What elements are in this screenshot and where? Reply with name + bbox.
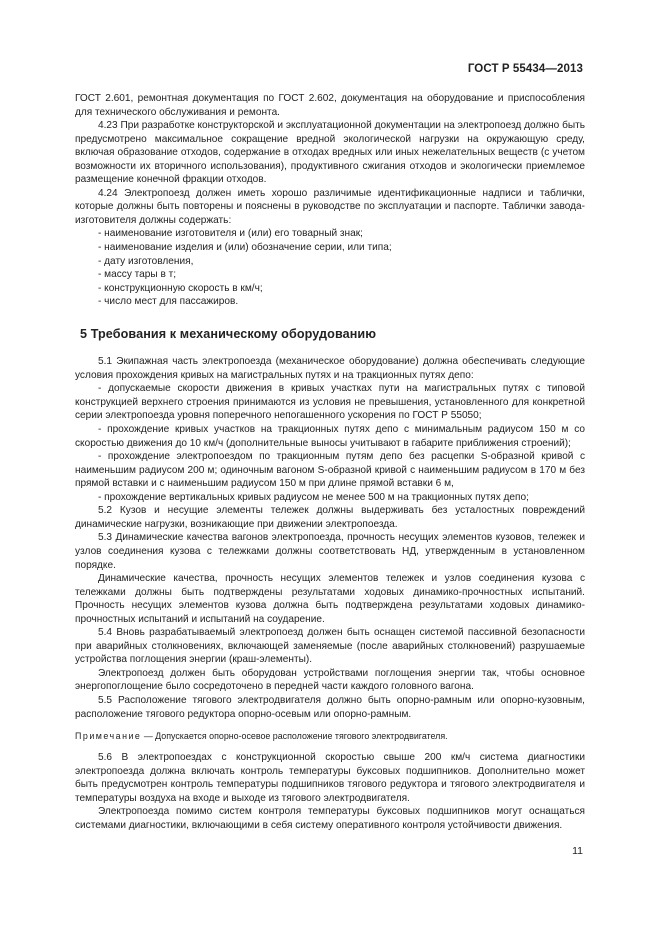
list-item: - конструкционную скорость в км/ч; xyxy=(98,282,263,294)
paragraph-5-4-continuation: Электропоезд должен быть оборудован устройствами поглощения энергии так, чтобы основное энергопоглощение было сосредоточено в передней части каждого головного вагона. xyxy=(75,667,585,693)
list-item: - наименование изделия и (или) обозначение серии, или типа; xyxy=(98,242,392,254)
list-item: - наименование изготовителя и (или) его товарный знак; xyxy=(98,228,363,240)
list-item: - прохождение электропоездом по тракционным путям депо без расцепки S-образной кривой с наименьшим радиусом 200 м; одиночным вагоном S-образной кривой с наименьшим радиусом в 170 м без прямой вставки и с наименьшим радиусом 150 м при длине прямой вставки 6 м, xyxy=(75,451,585,490)
standard-code-header: ГОСТ Р 55434—2013 xyxy=(467,63,583,75)
list-item: - прохождение кривых участков на тракционных путях депо с минимальным радиусом 150 м со скоростью движения до 10 км/ч (дополнительные выносы учитывают в габарите приближения строений); xyxy=(75,424,585,449)
section-title: 5 Требования к механическому оборудованию xyxy=(80,326,377,341)
paragraph-5-6: 5.6 В электропоездах с конструкционной скоростью свыше 200 км/ч система диагностики электропоезда должна включать контроль температуры буксовых подшипников. Дополнительно может быть предусмотрен контроль температуры подшипников тягового редуктора и тягового электродвигателя и температуры воздуха на входе и выходе из тягового электродвигателя. xyxy=(75,752,585,804)
paragraph-5-1: 5.1 Экипажная часть электропоезда (механическое оборудование) должна обеспечивать следующие условия прохождения кривых на магистральных путях и на тракционных путях депо: xyxy=(75,356,585,381)
paragraph-4-23: 4.23 При разработке конструкторской и эксплуатационной документации на электропоезд должно быть предусмотрено максимальное сокращение вредной экологической нагрузки на окружающую среду, включая образование отходов, содержание в отходах вредных или иных нежелательных веществ (с учетом возможности их вторичного использования), продуктивного сжигания отходов и экологически приемлемое размещение конечной фракции отходов. xyxy=(75,120,585,186)
paragraph-4-24: 4.24 Электропоезд должен иметь хорошо различимые идентификационные надписи и таблички, которые должны быть повторены и пояснены в руководстве по эксплуатации и паспорте. Таблички завода-изготовителя должны содержать: xyxy=(75,187,585,226)
paragraph-5-4: 5.4 Вновь разрабатываемый электропоезд должен быть оснащен системой пассивной безопасности при аварийных столкновениях, включающей заменяемые (после аварийных столкновений) разрушаемые устройства поглощения энергии (краш-элементы). xyxy=(75,627,585,666)
note xyxy=(75,730,585,742)
list-plate-contents xyxy=(75,227,585,308)
list-item: - массу тары в т; xyxy=(98,269,177,281)
note-label: Примечание xyxy=(75,731,142,742)
note-text: — Допускается опорно-осевое расположение тягового электродвигателя. xyxy=(141,731,448,742)
paragraph-5-2: 5.2 Кузов и несущие элементы тележек должны выдерживать без усталостных повреждений динамические нагрузки, возникающие при движении электропоезда. xyxy=(75,505,585,530)
list-item: - дату изготовления, xyxy=(98,255,194,267)
paragraph-gost-continuation: ГОСТ 2.601, ремонтная документация по ГОСТ 2.602, документация на оборудование и приспособления для технического обслуживания и ремонта. xyxy=(75,93,585,118)
list-item: - прохождение вертикальных кривых радиусом не менее 500 м на тракционных путях депо; xyxy=(98,491,529,503)
paragraph-5-3: 5.3 Динамические качества вагонов электропоезда, прочность несущих элементов кузовов, тележек и узлов соединения кузова с тележками должны соответствовать НД, утвержденным в установленном порядке. xyxy=(75,532,585,571)
list-curve-conditions xyxy=(75,382,585,504)
list-item: - число мест для пассажиров. xyxy=(98,296,239,308)
page-number: 11 xyxy=(572,845,583,857)
paragraph-5-3-continuation: Динамические качества, прочность несущих элементов тележек и узлов соединения кузова с тележками должны быть подтверждены результатами ходовых динамико-прочностных испытаний. Прочность несущих элементов кузова должна быть подтверждена результатами ходовых динамико-прочностных испытаний и испытаний на соударение. xyxy=(75,573,585,625)
paragraph-5-6-continuation: Электропоезда помимо систем контроля температуры буксовых подшипников могут оснащаться системами диагностики, включающими в себя систему оперативного контроля устойчивости движения. xyxy=(75,806,585,831)
list-item: - допускаемые скорости движения в кривых участках пути на магистральных путях с типовой конструкцией верхнего строения принимаются из условия не превышения, установленного для конкретной серии электропоезда уровня поперечного непогашенного ускорения по ГОСТ Р 55050; xyxy=(75,383,585,422)
paragraph-5-5: 5.5 Расположение тягового электродвигателя должно быть опорно-рамным или опорно-кузовным, расположение тягового редуктора опорно-осевым или опорно-рамным. xyxy=(75,694,585,720)
document-body xyxy=(75,92,585,832)
